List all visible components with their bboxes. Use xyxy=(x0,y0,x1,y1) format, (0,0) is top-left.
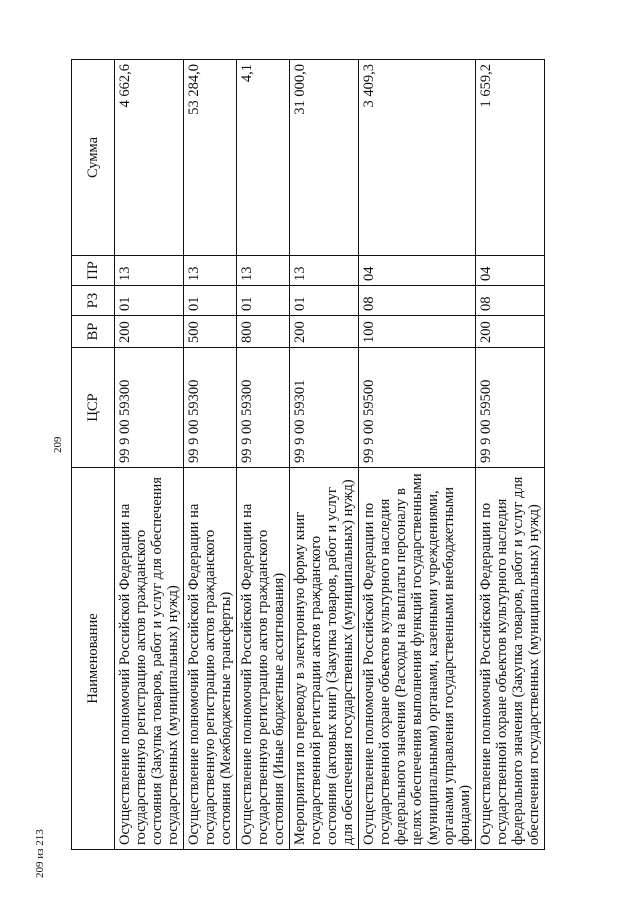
page-footer: 209 из 213 xyxy=(34,829,46,878)
table-row xyxy=(359,60,476,850)
row-name: Осуществление полномочий Российской Федерации по государственной охране объектов культурного наследия федерального значения (Расходы на выплаты персоналу в целях обеспечения выполнения функций государственными (муниципальными) органами, казенными учреждениями, органами управления государственными внебюджетными фондами) xyxy=(359,468,476,850)
table-body xyxy=(115,60,545,850)
row-rz: 08 xyxy=(359,286,476,316)
row-csr: 99 9 00 59500 xyxy=(476,348,545,468)
header-pr: ПР xyxy=(72,256,115,286)
row-name: Осуществление полномочий Российской Федерации на государственную регистрацию актов гражданского состояния (Межбюджетные трансферты) xyxy=(184,468,237,850)
row-vr: 200 xyxy=(476,316,545,348)
row-sum: 53 284,0 xyxy=(184,60,237,256)
row-rz: 01 xyxy=(237,286,290,316)
table-row xyxy=(184,60,237,850)
header-rz: РЗ xyxy=(72,286,115,316)
row-csr: 99 9 00 59500 xyxy=(359,348,476,468)
row-pr: 13 xyxy=(290,256,359,286)
row-csr: 99 9 00 59300 xyxy=(115,348,184,468)
row-sum: 31 000,0 xyxy=(290,60,359,256)
header-vr: ВР xyxy=(72,316,115,348)
row-name: Мероприятия по переводу в электронную форму книг государственной регистрации актов гражданского состояния (актовых книг) (Закупка товаров, работ и услуг для обеспечения государственных (муниципальных) нужд) xyxy=(290,468,359,850)
header-row xyxy=(72,60,115,850)
table-row xyxy=(290,60,359,850)
row-rz: 08 xyxy=(476,286,545,316)
header-csr: ЦСР xyxy=(72,348,115,468)
row-name: Осуществление полномочий Российской Федерации на государственную регистрацию актов гражданского состояния (Иные бюджетные ассигнования) xyxy=(237,468,290,850)
header-sum: Сумма xyxy=(72,60,115,256)
row-name: Осуществление полномочий Российской Федерации на государственную регистрацию актов гражданского состояния (Закупка товаров, работ и услуг для обеспечения государственных (муниципальных) нужд) xyxy=(115,468,184,850)
row-csr: 99 9 00 59300 xyxy=(237,348,290,468)
row-pr: 13 xyxy=(184,256,237,286)
row-vr: 200 xyxy=(115,316,184,348)
row-sum: 4,1 xyxy=(237,60,290,256)
row-sum: 1 659,2 xyxy=(476,60,545,256)
row-sum: 4 662,6 xyxy=(115,60,184,256)
row-rz: 01 xyxy=(290,286,359,316)
row-rz: 01 xyxy=(115,286,184,316)
row-pr: 13 xyxy=(115,256,184,286)
row-sum: 3 409,3 xyxy=(359,60,476,256)
table-row xyxy=(237,60,290,850)
rotated-page-content xyxy=(71,60,616,850)
row-pr: 13 xyxy=(237,256,290,286)
row-vr: 200 xyxy=(290,316,359,348)
page-number-top: 209 xyxy=(52,436,64,453)
header-name: Наименование xyxy=(72,468,115,850)
row-vr: 500 xyxy=(184,316,237,348)
row-rz: 01 xyxy=(184,286,237,316)
row-pr: 04 xyxy=(476,256,545,286)
table-header xyxy=(72,60,115,850)
table-row xyxy=(476,60,545,850)
table-row xyxy=(115,60,184,850)
row-pr: 04 xyxy=(359,256,476,286)
row-vr: 800 xyxy=(237,316,290,348)
row-vr: 100 xyxy=(359,316,476,348)
budget-table xyxy=(71,59,545,850)
row-name: Осуществление полномочий Российской Федерации по государственной охране объектов культурного наследия федерального значения (Закупка товаров, работ и услуг для обеспечения государственных (муниципальных) нужд) xyxy=(476,468,545,850)
row-csr: 99 9 00 59300 xyxy=(184,348,237,468)
row-csr: 99 9 00 59301 xyxy=(290,348,359,468)
